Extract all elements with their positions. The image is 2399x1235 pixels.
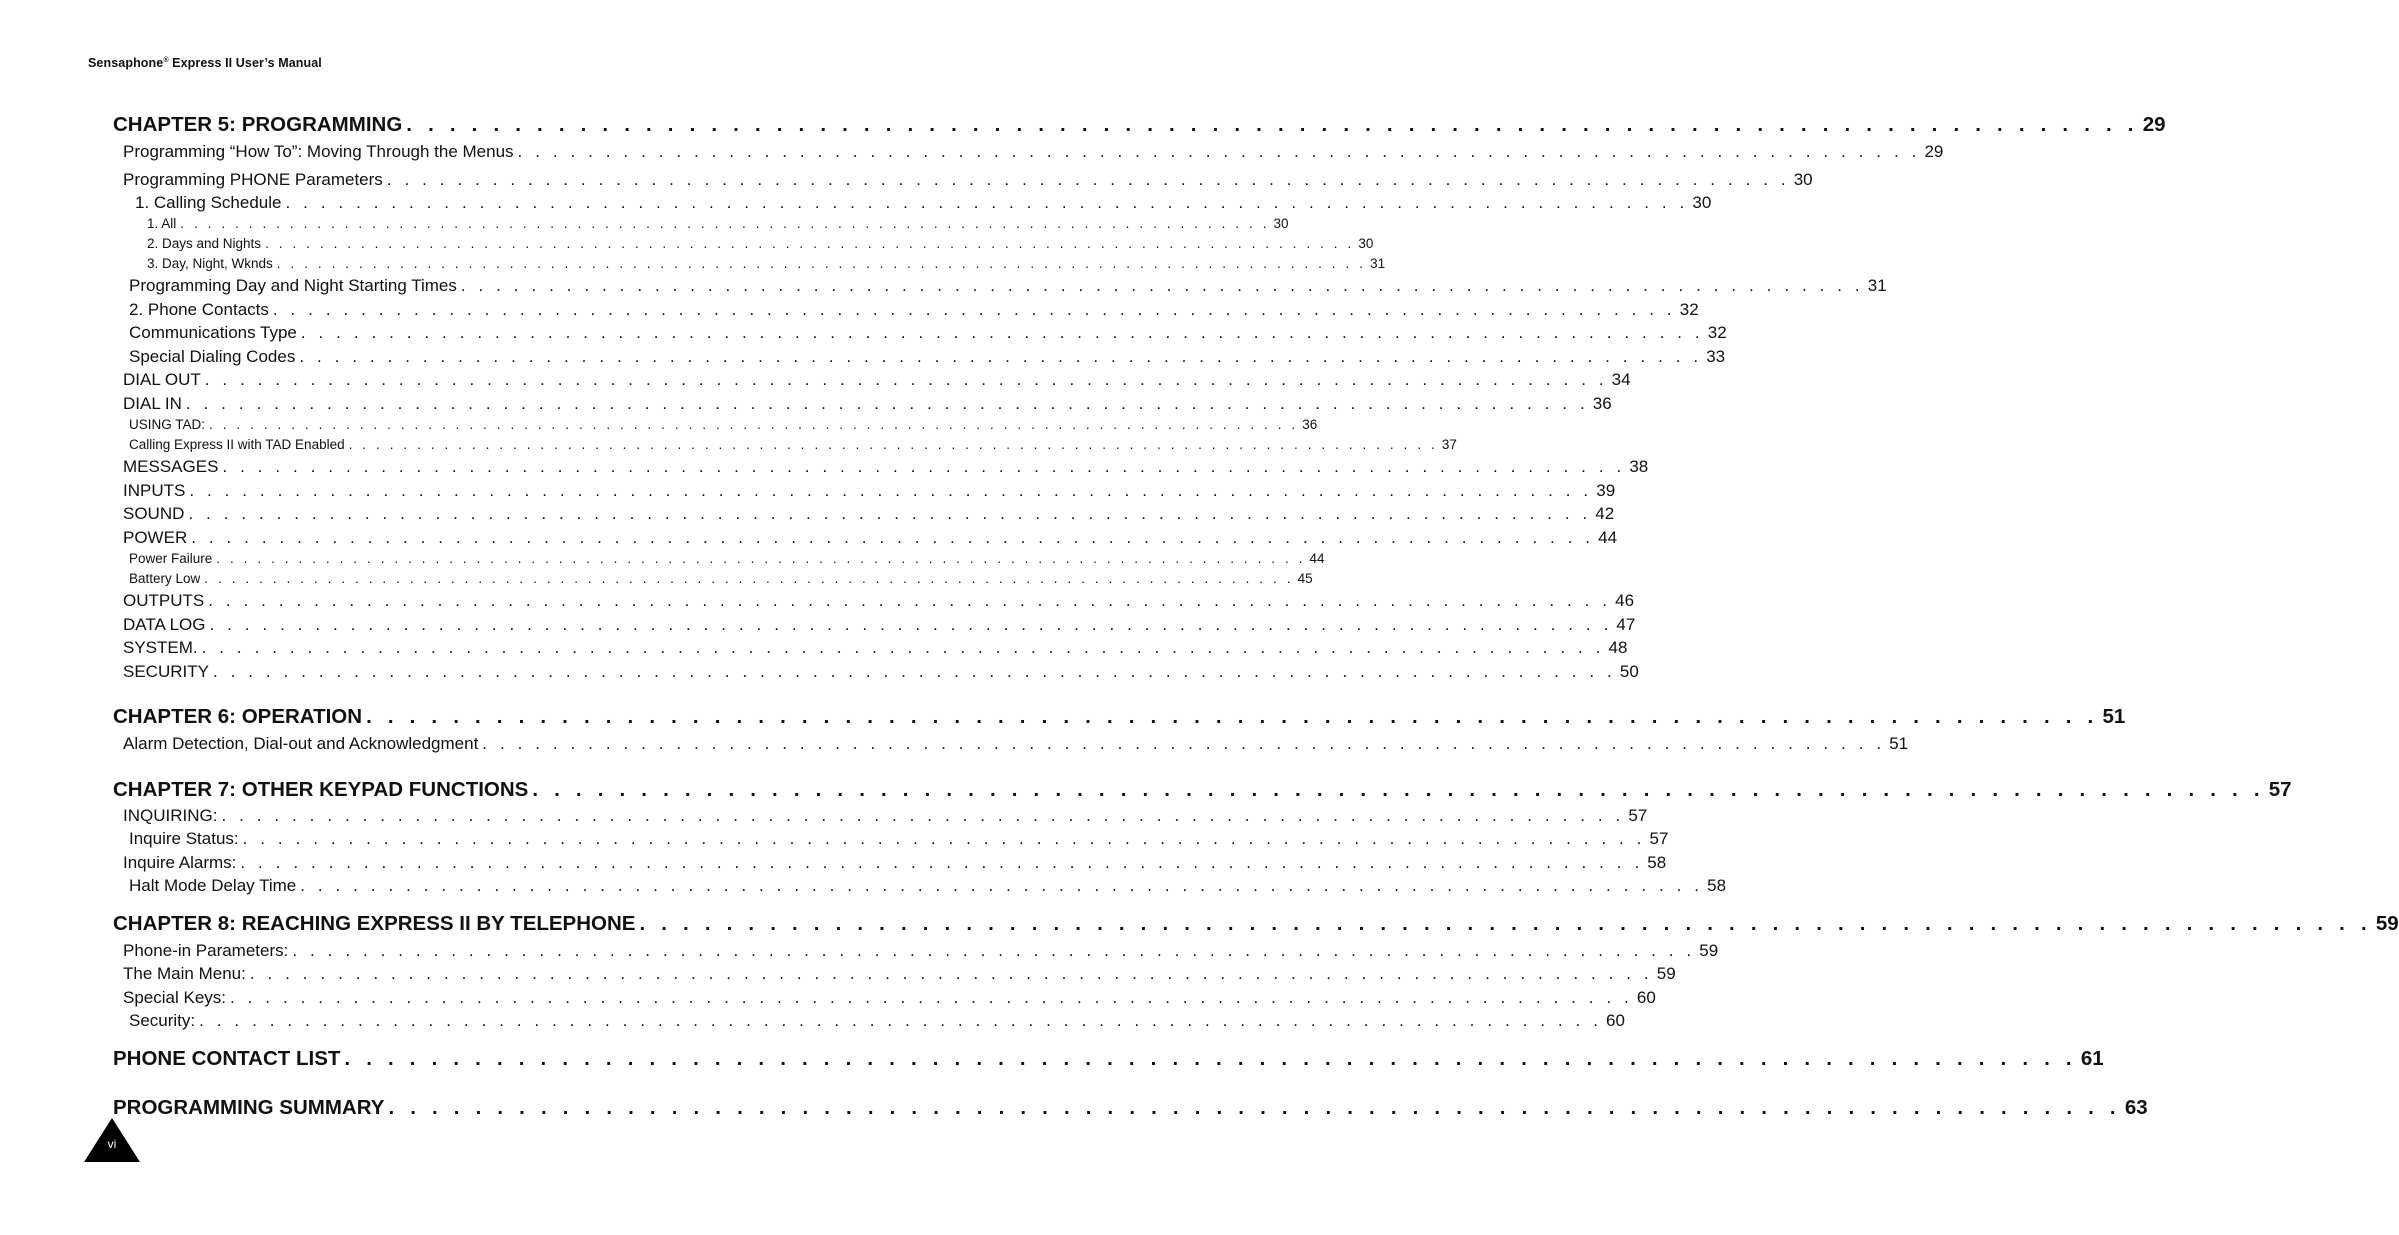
- toc-entry[interactable]: [129, 876, 1727, 898]
- toc-entry-page-number: 33: [1706, 347, 1726, 366]
- toc-entry-page-number: 38: [1629, 457, 1649, 476]
- toc-entry-title: CHAPTER 5: PROGRAMMING: [113, 113, 403, 136]
- dot-leader: . . . . . . . . . . . . . . . . . . . . . . . . . . . . . . . . . . . . . . . . . . . . . . . . . . . . . . . . . . . . . . . . . . . . . . . . . . . . . . . .: [191, 528, 1595, 547]
- dot-leader: . . . . . . . . . . . . . . . . . . . . . . . . . . . . . . . . . . . . . . . . . . . . . . . . . . . . . . . . . . . . . . . . . . . . . . . . . . . . . . . .: [201, 638, 1605, 657]
- toc-entry-title: 2. Phone Contacts: [129, 300, 269, 319]
- dot-leader: . . . . . . . . . . . . . . . . . . . . . . . . . . . . . . . . . . . . . . . . . . . . . . . . . . . . . . . . . . . . . . . . . . . . . . . . . . . . . . . .: [482, 734, 1886, 753]
- dot-leader: . . . . . . . . . . . . . . . . . . . . . . . . . . . . . . . . . . . . . . . . . . . . . . . . . . . . . . . . . . . . . . . . . . . . . . . . . . . . . . . .: [406, 113, 2139, 136]
- toc-entry[interactable]: [123, 964, 1676, 986]
- toc-entry-title: Calling Express II with TAD Enabled: [129, 437, 345, 452]
- toc-entry[interactable]: [129, 300, 1699, 322]
- dot-leader: . . . . . . . . . . . . . . . . . . . . . . . . . . . . . . . . . . . . . . . . . . . . . . . . . . . . . . . . . . . . . . . . . . . . . . . . . . . . . . . .: [639, 912, 2372, 935]
- toc-entry-title: Power Failure: [129, 551, 213, 566]
- dot-leader: . . . . . . . . . . . . . . . . . . . . . . . . . . . . . . . . . . . . . . . . . . . . . . . . . . . . . . . . . . . . . . . . . . . . . . . . . . . . . . . .: [366, 705, 2099, 728]
- toc-entry-title: 2. Days and Nights: [147, 236, 262, 251]
- dot-leader: . . . . . . . . . . . . . . . . . . . . . . . . . . . . . . . . . . . . . . . . . . . . . . . . . . . . . . . . . . . . . . . . . . . . . . . . . . . . . . . .: [532, 778, 2265, 801]
- toc-entry-title: Programming “How To”: Moving Through the Menus: [123, 142, 514, 161]
- dot-leader: . . . . . . . . . . . . . . . . . . . . . . . . . . . . . . . . . . . . . . . . . . . . . . . . . . . . . . . . . . . . . . . . . . . . . . . . . . . . . . . .: [180, 216, 1270, 231]
- running-header: [88, 56, 322, 70]
- toc-entry-page-number: 36: [1592, 394, 1612, 413]
- toc-entry[interactable]: [129, 417, 1318, 435]
- toc-entry-page-number: 39: [1596, 481, 1616, 500]
- toc-entry-page-number: 37: [1441, 437, 1457, 452]
- toc-entry-title: INPUTS: [123, 481, 186, 500]
- toc-entry-title: PHONE CONTACT LIST: [113, 1047, 341, 1070]
- toc-entry-page-number: 57: [2268, 778, 2292, 801]
- toc-entry-title: POWER: [123, 528, 188, 547]
- toc-entry-title: Security:: [129, 1011, 196, 1030]
- toc-entry-page-number: 32: [1707, 323, 1727, 342]
- toc-entry-title: Communications Type: [129, 323, 297, 342]
- dot-leader: . . . . . . . . . . . . . . . . . . . . . . . . . . . . . . . . . . . . . . . . . . . . . . . . . . . . . . . . . . . . . . . . . . . . . . . . . . . . . . . .: [517, 142, 1921, 161]
- toc-entry-title: USING TAD:: [129, 417, 206, 432]
- toc-entry[interactable]: [123, 142, 1944, 164]
- dot-leader: . . . . . . . . . . . . . . . . . . . . . . . . . . . . . . . . . . . . . . . . . . . . . . . . . . . . . . . . . . . . . . . . . . . . . . . . . . . . . . . .: [249, 964, 1653, 983]
- dot-leader: . . . . . . . . . . . . . . . . . . . . . . . . . . . . . . . . . . . . . . . . . . . . . . . . . . . . . . . . . . . . . . . . . . . . . . . . . . . . . . . .: [188, 504, 1592, 523]
- dot-leader: . . . . . . . . . . . . . . . . . . . . . . . . . . . . . . . . . . . . . . . . . . . . . . . . . . . . . . . . . . . . . . . . . . . . . . . . . . . . . . . .: [344, 1047, 2077, 1070]
- toc-chapter-entry[interactable]: [113, 912, 2399, 938]
- dot-leader: . . . . . . . . . . . . . . . . . . . . . . . . . . . . . . . . . . . . . . . . . . . . . . . . . . . . . . . . . . . . . . . . . . . . . . . . . . . . . . . .: [292, 941, 1696, 960]
- dot-leader: . . . . . . . . . . . . . . . . . . . . . . . . . . . . . . . . . . . . . . . . . . . . . . . . . . . . . . . . . . . . . . . . . . . . . . . . . . . . . . . .: [272, 300, 1676, 319]
- toc-entry-page-number: 36: [1302, 417, 1318, 432]
- toc-entry-page-number: 30: [1793, 170, 1813, 189]
- registered-mark: ®: [163, 57, 169, 64]
- toc-entry-title: Halt Mode Delay Time: [129, 876, 297, 895]
- dot-leader: . . . . . . . . . . . . . . . . . . . . . . . . . . . . . . . . . . . . . . . . . . . . . . . . . . . . . . . . . . . . . . . . . . . . . . . . . . . . . . . .: [209, 615, 1613, 634]
- toc-entry-page-number: 42: [1595, 504, 1615, 523]
- toc-entry[interactable]: [123, 394, 1612, 416]
- toc-entry[interactable]: [123, 662, 1639, 684]
- dot-leader: . . . . . . . . . . . . . . . . . . . . . . . . . . . . . . . . . . . . . . . . . . . . . . . . . . . . . . . . . . . . . . . . . . . . . . . . . . . . . . . .: [230, 988, 1633, 1007]
- toc-entry-title: DATA LOG: [123, 615, 206, 634]
- toc-entry-title: Alarm Detection, Dial-out and Acknowledgment: [123, 734, 479, 753]
- toc-entry[interactable]: [147, 236, 1374, 254]
- toc-entry-title: INQUIRING:: [123, 806, 218, 825]
- toc-entry[interactable]: [129, 347, 1726, 369]
- toc-entry-title: SOUND: [123, 504, 185, 523]
- toc-entry[interactable]: [129, 437, 1457, 455]
- toc-entry-title: Inquire Status:: [129, 829, 239, 848]
- toc-entry-title: 1. All: [147, 216, 177, 231]
- dot-leader: . . . . . . . . . . . . . . . . . . . . . . . . . . . . . . . . . . . . . . . . . . . . . . . . . . . . . . . . . . . . . . . . . . . . . . . . . . . . . . . .: [189, 481, 1593, 500]
- toc-chapter-entry[interactable]: [113, 1096, 2148, 1122]
- toc-chapter-entry[interactable]: [113, 113, 2166, 139]
- toc-entry[interactable]: [123, 370, 1631, 392]
- toc-entry-page-number: 58: [1647, 853, 1667, 872]
- toc-entry-page-number: 29: [2142, 113, 2166, 136]
- dot-leader: . . . . . . . . . . . . . . . . . . . . . . . . . . . . . . . . . . . . . . . . . . . . . . . . . . . . . . . . . . . . . . . . . . . . . . . . . . . . . . . .: [185, 394, 1589, 413]
- toc-entry-title: SECURITY: [123, 662, 209, 681]
- toc-entry[interactable]: [129, 829, 1669, 851]
- header-title: Express II User’s Manual: [168, 56, 322, 70]
- toc-entry-title: Special Dialing Codes: [129, 347, 296, 366]
- page-number: vi: [107, 1137, 117, 1151]
- toc-entry-page-number: 34: [1611, 370, 1631, 389]
- toc-entry-page-number: 31: [1867, 276, 1887, 295]
- toc-entry[interactable]: [123, 457, 1649, 479]
- dot-leader: . . . . . . . . . . . . . . . . . . . . . . . . . . . . . . . . . . . . . . . . . . . . . . . . . . . . . . . . . . . . . . . . . . . . . . . . . . . . . . . .: [386, 170, 1790, 189]
- toc-entry-title: CHAPTER 6: OPERATION: [113, 705, 363, 728]
- toc-entry-page-number: 60: [1636, 988, 1656, 1007]
- toc-entry-page-number: 59: [1699, 941, 1719, 960]
- toc-entry-page-number: 30: [1692, 193, 1712, 212]
- toc-entry-title: MESSAGES: [123, 457, 219, 476]
- toc-entry-title: Programming PHONE Parameters: [123, 170, 383, 189]
- toc-entry-title: DIAL IN: [123, 394, 182, 413]
- toc-entry-page-number: 45: [1297, 571, 1313, 586]
- dot-leader: . . . . . . . . . . . . . . . . . . . . . . . . . . . . . . . . . . . . . . . . . . . . . . . . . . . . . . . . . . . . . . . . . . . . . . . . . . . . . . . .: [209, 417, 1299, 432]
- toc-entry-page-number: 48: [1608, 638, 1628, 657]
- toc-entry-page-number: 47: [1616, 615, 1636, 634]
- toc-entry-page-number: 59: [1656, 964, 1676, 983]
- toc-entry[interactable]: [135, 193, 1712, 215]
- toc-entry[interactable]: [123, 941, 1719, 963]
- toc-entry[interactable]: [123, 615, 1636, 637]
- dot-leader: . . . . . . . . . . . . . . . . . . . . . . . . . . . . . . . . . . . . . . . . . . . . . . . . . . . . . . . . . . . . . . . . . . . . . . . . . . . . . . . .: [460, 276, 1864, 295]
- toc-entry-page-number: 32: [1679, 300, 1699, 319]
- dot-leader: . . . . . . . . . . . . . . . . . . . . . . . . . . . . . . . . . . . . . . . . . . . . . . . . . . . . . . . . . . . . . . . . . . . . . . . . . . . . . . . .: [300, 323, 1704, 342]
- toc-entry-page-number: 58: [1707, 876, 1727, 895]
- toc-entry-page-number: 31: [1370, 256, 1386, 271]
- toc-entry-page-number: 57: [1649, 829, 1669, 848]
- dot-leader: . . . . . . . . . . . . . . . . . . . . . . . . . . . . . . . . . . . . . . . . . . . . . . . . . . . . . . . . . . . . . . . . . . . . . . . . . . . . . . . .: [242, 829, 1646, 848]
- toc-entry-page-number: 30: [1358, 236, 1374, 251]
- toc-entry[interactable]: [123, 638, 1628, 660]
- toc-entry[interactable]: [129, 323, 1727, 345]
- toc-entry[interactable]: [123, 170, 1813, 192]
- toc-entry-page-number: 51: [1889, 734, 1909, 753]
- toc-entry-title: 3. Day, Night, Wknds: [147, 256, 273, 271]
- dot-leader: . . . . . . . . . . . . . . . . . . . . . . . . . . . . . . . . . . . . . . . . . . . . . . . . . . . . . . . . . . . . . . . . . . . . . . . . . . . . . . . .: [388, 1096, 2121, 1119]
- toc-entry[interactable]: [123, 591, 1635, 613]
- toc-chapter-entry[interactable]: [113, 705, 2126, 731]
- toc-entry-title: The Main Menu:: [123, 964, 246, 983]
- dot-leader: . . . . . . . . . . . . . . . . . . . . . . . . . . . . . . . . . . . . . . . . . . . . . . . . . . . . . . . . . . . . . . . . . . . . . . . . . . . . . . . .: [348, 437, 1438, 452]
- dot-leader: . . . . . . . . . . . . . . . . . . . . . . . . . . . . . . . . . . . . . . . . . . . . . . . . . . . . . . . . . . . . . . . . . . . . . . . . . . . . . . . .: [300, 876, 1704, 895]
- toc-entry[interactable]: [123, 988, 1656, 1010]
- dot-leader: . . . . . . . . . . . . . . . . . . . . . . . . . . . . . . . . . . . . . . . . . . . . . . . . . . . . . . . . . . . . . . . . . . . . . . . . . . . . . . . .: [216, 551, 1306, 566]
- dot-leader: . . . . . . . . . . . . . . . . . . . . . . . . . . . . . . . . . . . . . . . . . . . . . . . . . . . . . . . . . . . . . . . . . . . . . . . . . . . . . . . .: [208, 591, 1612, 610]
- toc-entry-page-number: 50: [1619, 662, 1639, 681]
- dot-leader: . . . . . . . . . . . . . . . . . . . . . . . . . . . . . . . . . . . . . . . . . . . . . . . . . . . . . . . . . . . . . . . . . . . . . . . . . . . . . . . .: [212, 662, 1616, 681]
- toc-entry-page-number: 61: [2080, 1047, 2104, 1070]
- dot-leader: . . . . . . . . . . . . . . . . . . . . . . . . . . . . . . . . . . . . . . . . . . . . . . . . . . . . . . . . . . . . . . . . . . . . . . . . . . . . . . . .: [221, 806, 1625, 825]
- toc-entry-title: 1. Calling Schedule: [135, 193, 282, 212]
- toc-entry[interactable]: [147, 256, 1386, 274]
- toc-entry[interactable]: [123, 481, 1616, 503]
- toc-entry-title: OUTPUTS: [123, 591, 205, 610]
- toc-entry[interactable]: [123, 734, 1909, 756]
- toc-entry[interactable]: [123, 853, 1667, 875]
- toc-entry-title: Inquire Alarms:: [123, 853, 237, 872]
- toc-entry-title: Special Keys:: [123, 988, 226, 1007]
- toc-entry[interactable]: [147, 216, 1289, 234]
- dot-leader: . . . . . . . . . . . . . . . . . . . . . . . . . . . . . . . . . . . . . . . . . . . . . . . . . . . . . . . . . . . . . . . . . . . . . . . . . . . . . . . .: [222, 457, 1626, 476]
- toc-entry-page-number: 57: [1628, 806, 1648, 825]
- dot-leader: . . . . . . . . . . . . . . . . . . . . . . . . . . . . . . . . . . . . . . . . . . . . . . . . . . . . . . . . . . . . . . . . . . . . . . . . . . . . . . . .: [204, 370, 1608, 389]
- toc-entry[interactable]: [129, 571, 1313, 589]
- dot-leader: . . . . . . . . . . . . . . . . . . . . . . . . . . . . . . . . . . . . . . . . . . . . . . . . . . . . . . . . . . . . . . . . . . . . . . . . . . . . . . . .: [204, 571, 1294, 586]
- toc-entry-page-number: 44: [1598, 528, 1618, 547]
- header-brand: Sensaphone: [88, 56, 164, 70]
- toc-entry[interactable]: [129, 1011, 1625, 1033]
- dot-leader: . . . . . . . . . . . . . . . . . . . . . . . . . . . . . . . . . . . . . . . . . . . . . . . . . . . . . . . . . . . . . . . . . . . . . . . . . . . . . . . .: [276, 256, 1367, 271]
- toc-entry-title: Programming Day and Night Starting Times: [129, 276, 457, 295]
- toc-entry-page-number: 44: [1309, 551, 1325, 566]
- toc-chapter-entry[interactable]: [113, 1047, 2104, 1073]
- toc-entry-page-number: 29: [1924, 142, 1944, 161]
- toc-entry-title: SYSTEM.: [123, 638, 198, 657]
- toc-entry-page-number: 46: [1615, 591, 1635, 610]
- dot-leader: . . . . . . . . . . . . . . . . . . . . . . . . . . . . . . . . . . . . . . . . . . . . . . . . . . . . . . . . . . . . . . . . . . . . . . . . . . . . . . . .: [199, 1011, 1603, 1030]
- toc-entry-title: CHAPTER 7: OTHER KEYPAD FUNCTIONS: [113, 778, 529, 801]
- toc-entry-page-number: 60: [1606, 1011, 1625, 1030]
- dot-leader: . . . . . . . . . . . . . . . . . . . . . . . . . . . . . . . . . . . . . . . . . . . . . . . . . . . . . . . . . . . . . . . . . . . . . . . . . . . . . . . .: [265, 236, 1355, 251]
- toc-entry[interactable]: [123, 528, 1618, 550]
- toc-entry-title: PROGRAMMING SUMMARY: [113, 1096, 385, 1119]
- toc-entry-page-number: 63: [2124, 1096, 2148, 1119]
- dot-leader: . . . . . . . . . . . . . . . . . . . . . . . . . . . . . . . . . . . . . . . . . . . . . . . . . . . . . . . . . . . . . . . . . . . . . . . . . . . . . . . .: [299, 347, 1703, 366]
- toc-entry[interactable]: [123, 504, 1615, 526]
- toc-entry[interactable]: [129, 276, 1887, 298]
- toc-entry-title: DIAL OUT: [123, 370, 201, 389]
- toc-entry-page-number: 30: [1273, 216, 1289, 231]
- dot-leader: . . . . . . . . . . . . . . . . . . . . . . . . . . . . . . . . . . . . . . . . . . . . . . . . . . . . . . . . . . . . . . . . . . . . . . . . . . . . . . . .: [240, 853, 1644, 872]
- toc-entry-title: Phone-in Parameters:: [123, 941, 289, 960]
- dot-leader: . . . . . . . . . . . . . . . . . . . . . . . . . . . . . . . . . . . . . . . . . . . . . . . . . . . . . . . . . . . . . . . . . . . . . . . . . . . . . . . .: [285, 193, 1689, 212]
- toc-entry[interactable]: [123, 806, 1648, 828]
- toc-entry[interactable]: [129, 551, 1325, 569]
- toc-entry-title: Battery Low: [129, 571, 201, 586]
- toc-chapter-entry[interactable]: [113, 778, 2292, 804]
- toc-entry-page-number: 51: [2102, 705, 2126, 728]
- toc-entry-page-number: 59: [2375, 912, 2399, 935]
- toc-entry-title: CHAPTER 8: REACHING EXPRESS II BY TELEPHONE: [113, 912, 636, 935]
